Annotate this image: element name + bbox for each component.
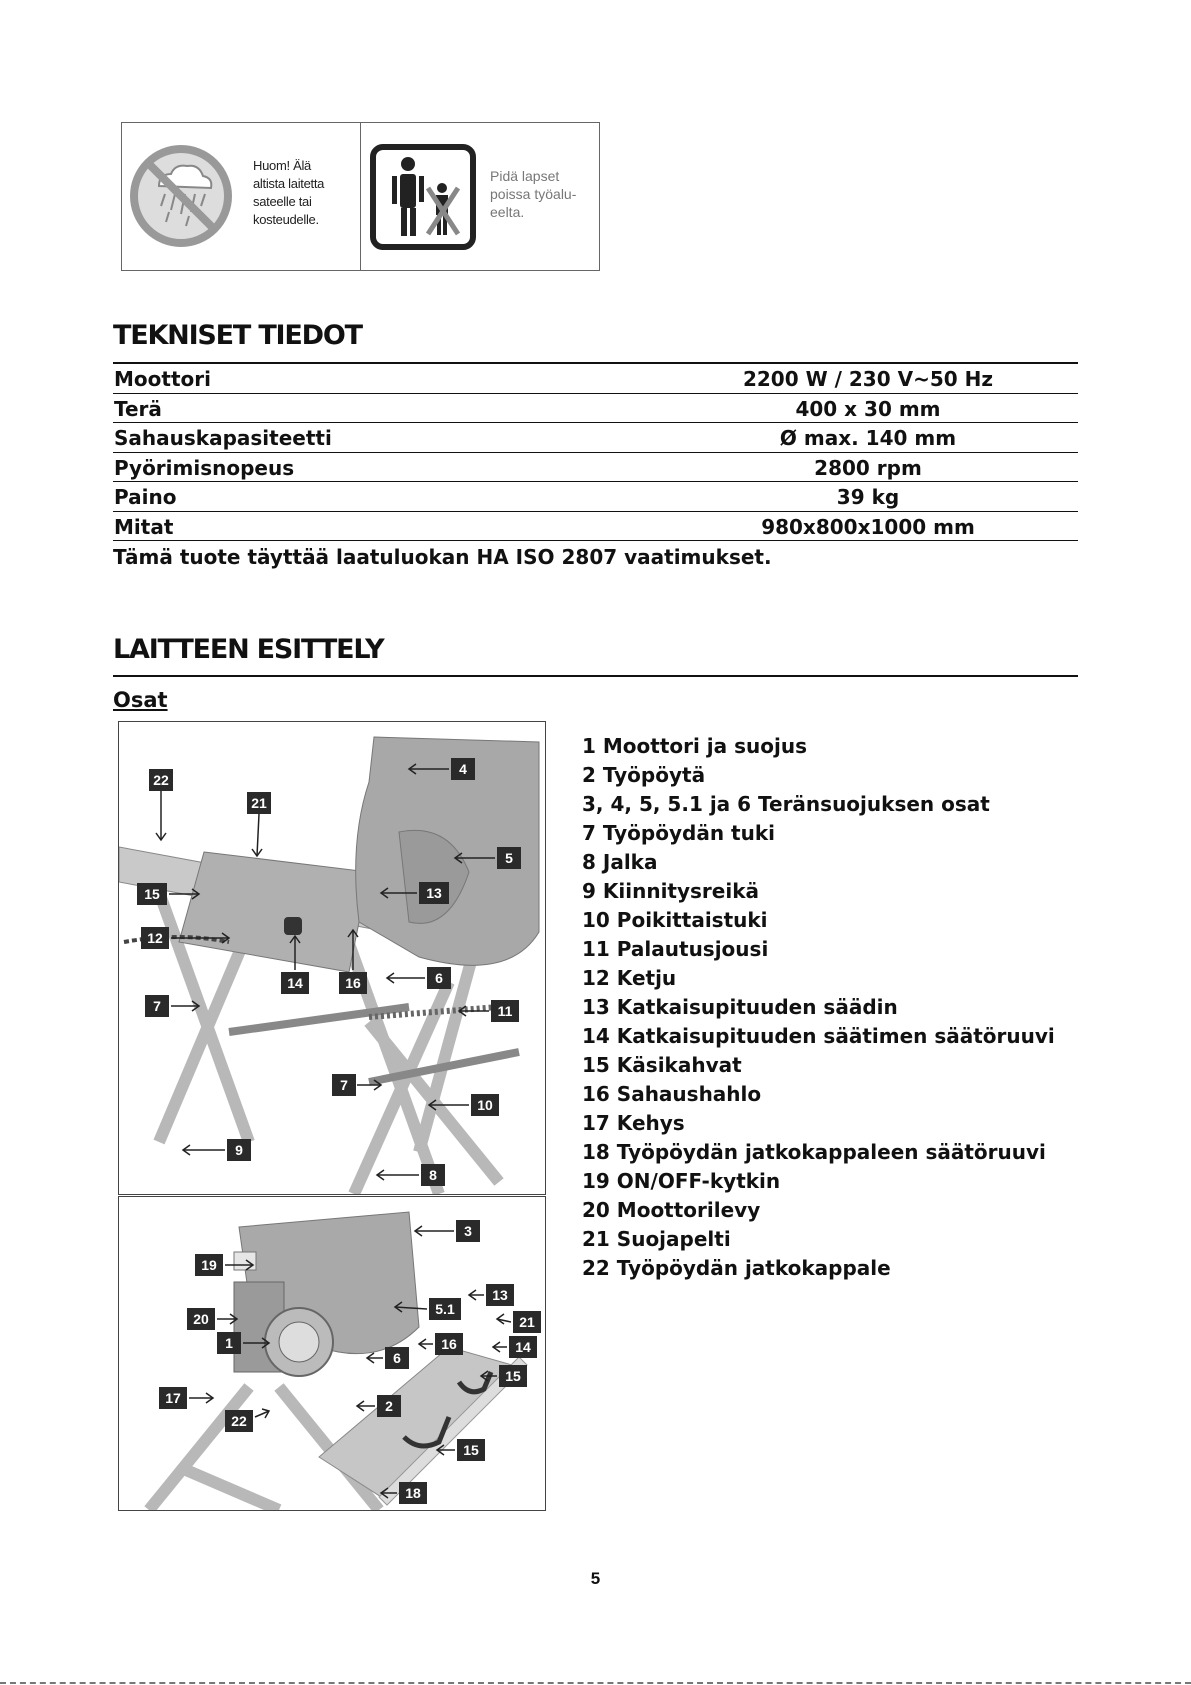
label-22	[225, 1410, 253, 1432]
svg-text:10: 10	[477, 1097, 493, 1113]
parts-subheading: Osat	[113, 688, 168, 712]
label-16	[435, 1333, 463, 1355]
svg-text:11: 11	[497, 1003, 513, 1019]
warning-children	[361, 123, 599, 270]
svg-text:15: 15	[463, 1442, 479, 1458]
svg-text:15: 15	[144, 886, 160, 902]
svg-text:3: 3	[464, 1223, 472, 1239]
label-6	[385, 1347, 409, 1369]
svg-text:8: 8	[429, 1167, 437, 1183]
page-edge-divider	[0, 1682, 1191, 1684]
saw-illustration	[119, 737, 539, 1194]
warning-rain	[122, 123, 361, 270]
spec-row: Pyörimisnopeus 2800 rpm	[113, 453, 1078, 483]
svg-text:18: 18	[405, 1485, 421, 1501]
intro-rule	[113, 675, 1078, 677]
svg-text:19: 19	[201, 1257, 217, 1273]
svg-text:14: 14	[515, 1339, 531, 1355]
spec-row: Mitat 980x800x1000 mm	[113, 512, 1078, 542]
label-3	[456, 1220, 480, 1242]
label-14	[281, 972, 309, 994]
label-1	[217, 1332, 241, 1354]
svg-text:13: 13	[492, 1287, 508, 1303]
label-15b	[457, 1439, 485, 1461]
svg-text:5.1: 5.1	[435, 1301, 455, 1317]
list-item: 15 Käsikahvat	[582, 1053, 742, 1077]
label-16	[339, 972, 367, 994]
standard-note: Tämä tuote täyttää laatuluokan HA ISO 2807 vaatimukset.	[113, 545, 772, 569]
label-5-1	[429, 1298, 461, 1320]
list-item: 22 Työpöydän jatkokappale	[582, 1256, 891, 1280]
spec-row: Moottori 2200 W / 230 V~50 Hz	[113, 364, 1078, 394]
svg-text:9: 9	[235, 1142, 243, 1158]
svg-text:16: 16	[345, 975, 361, 991]
list-item: 19 ON/OFF-kytkin	[582, 1169, 781, 1193]
label-13	[486, 1284, 514, 1306]
list-item: 8 Jalka	[582, 850, 658, 874]
label-2	[377, 1395, 401, 1417]
svg-text:7: 7	[153, 998, 161, 1014]
label-17	[159, 1387, 187, 1409]
list-item: 20 Moottorilevy	[582, 1198, 761, 1222]
tech-heading: TEKNISET TIEDOT	[113, 320, 362, 351]
no-rain-icon	[129, 144, 233, 248]
svg-text:12: 12	[147, 930, 163, 946]
svg-text:7: 7	[340, 1077, 348, 1093]
svg-text:16: 16	[441, 1336, 457, 1352]
svg-text:15: 15	[505, 1368, 521, 1384]
list-item: 17 Kehys	[582, 1111, 685, 1135]
list-item: 1 Moottori ja suojus	[582, 734, 807, 758]
label-10	[471, 1094, 499, 1116]
svg-text:2: 2	[385, 1398, 393, 1414]
list-item: 9 Kiinnitysreikä	[582, 879, 760, 903]
label-7	[145, 995, 169, 1017]
warning-children-text: Pidä lapset poissa työalu- eelta.	[490, 168, 577, 220]
spec-row: Sahauskapasiteetti Ø max. 140 mm	[113, 423, 1078, 453]
list-item: 14 Katkaisupituuden säätimen säätöruuvi	[582, 1024, 1055, 1048]
spec-table	[113, 364, 1078, 541]
spec-row: Paino 39 kg	[113, 482, 1078, 512]
list-item: 16 Sahaushahlo	[582, 1082, 762, 1106]
label-8	[421, 1164, 445, 1186]
label-18	[399, 1482, 427, 1504]
label-4	[451, 758, 475, 780]
label-21	[513, 1311, 541, 1333]
svg-text:14: 14	[287, 975, 303, 991]
label-15	[499, 1365, 527, 1387]
list-item: 7 Työpöydän tuki	[582, 821, 775, 845]
label-9	[227, 1139, 251, 1161]
list-item: 13 Katkaisupituuden säädin	[582, 995, 898, 1019]
list-item: 3, 4, 5, 5.1 ja 6 Teränsuojuksen osat	[582, 792, 990, 816]
svg-text:5: 5	[505, 850, 513, 866]
label-5	[497, 847, 521, 869]
warning-box	[121, 122, 600, 271]
list-item: 2 Työpöytä	[582, 763, 706, 787]
keep-children-away-icon	[370, 144, 476, 250]
label-20	[187, 1308, 215, 1330]
parts-list	[582, 732, 1055, 1283]
label-6	[427, 967, 451, 989]
svg-text:17: 17	[165, 1390, 181, 1406]
page-number: 5	[590, 1569, 601, 1588]
svg-text:21: 21	[251, 795, 267, 811]
svg-text:22: 22	[153, 772, 169, 788]
svg-text:22: 22	[231, 1413, 247, 1429]
list-item: 21 Suojapelti	[582, 1227, 731, 1251]
label-13	[419, 882, 449, 904]
list-item: 12 Ketju	[582, 966, 677, 990]
warning-rain-text: Huom! Älä altista laitetta sateelle tai kosteudelle.	[253, 158, 325, 227]
label-14	[509, 1336, 537, 1358]
svg-text:6: 6	[393, 1350, 401, 1366]
label-19	[195, 1254, 223, 1276]
label-12	[141, 927, 169, 949]
spec-row: Terä 400 x 30 mm	[113, 394, 1078, 424]
saw-figure-front	[118, 1196, 546, 1511]
saw-figure-side	[118, 721, 546, 1195]
svg-text:6: 6	[435, 970, 443, 986]
svg-text:4: 4	[459, 761, 467, 777]
label-11	[491, 1000, 519, 1022]
svg-text:13: 13	[426, 885, 442, 901]
label-7b	[332, 1074, 356, 1096]
svg-text:1: 1	[225, 1335, 233, 1351]
label-15	[137, 883, 167, 905]
list-item: 18 Työpöydän jatkokappaleen säätöruuvi	[582, 1140, 1046, 1164]
intro-heading: LAITTEEN ESITTELY	[113, 634, 384, 665]
list-item: 10 Poikittaistuki	[582, 908, 768, 932]
svg-text:21: 21	[519, 1314, 535, 1330]
label-22	[149, 769, 173, 791]
label-21	[247, 792, 271, 814]
list-item: 11 Palautusjousi	[582, 937, 769, 961]
svg-text:20: 20	[193, 1311, 209, 1327]
